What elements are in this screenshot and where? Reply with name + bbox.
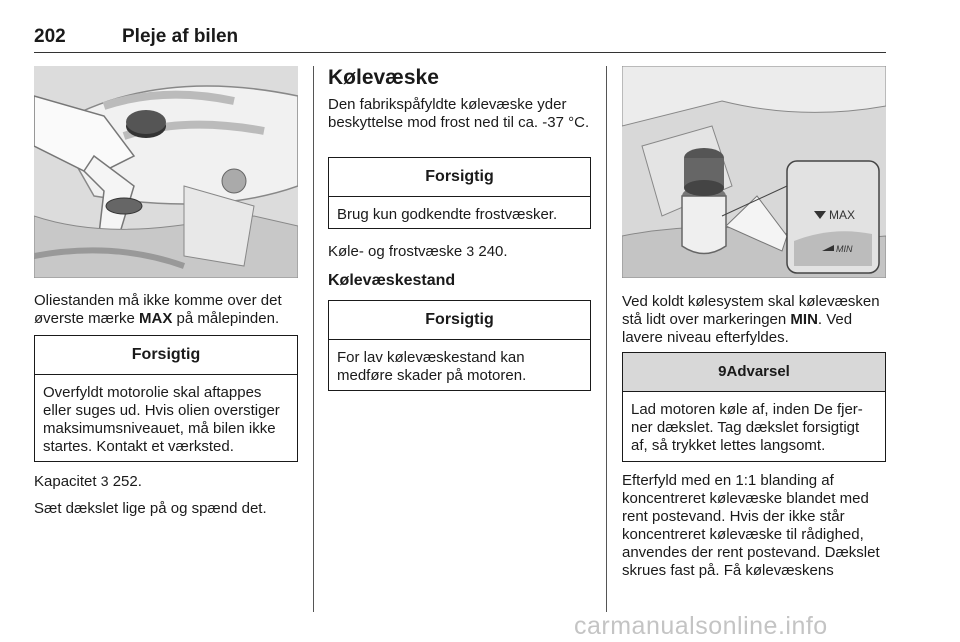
caution-body: Overfyldt motorolie skal aftappes eller suges ud. Hvis olien overstiger maksimumsniveauet, må bilen ikke startes. Kontakt et værksted. [43,384,280,455]
max-label: MAX [829,208,856,222]
column-divider [313,66,314,612]
min-label: MIN [836,244,853,254]
caution-box-coolant-level [328,300,591,391]
caution-title: Forsigtig [329,301,590,340]
warning-body: Lad motoren køle af, inden De fjerner dækslet. Tag dækslet forsigtigt af, så trykket lettes langsomt. [631,401,863,454]
subheading-coolant-level: Kølevæskestand [328,272,456,289]
coolant-page-link: 240. [478,243,508,260]
warning-title: Advarsel [726,363,790,380]
caution-body: For lav kølevæskestand kan medføre skader på motoren. [337,349,527,384]
caution-box-oil [34,335,298,462]
coolant-intro: Den fabrikspåfyldte kølevæske yder beskyttelse mod frost ned til ca. -37 °C. [328,96,590,131]
warning-header [623,353,885,392]
column-divider [606,66,607,612]
caution-title: Forsigtig [329,158,590,197]
oil-level-text: Oliestanden må ikke komme over det øverste mærke MAX på målepinden. [34,292,282,327]
watermark: carmanualsonline.info [574,612,828,640]
caution-body: Brug kun godkendte frostvæsker. [337,206,558,223]
page-header [34,26,886,53]
xref-arrow-icon: 3 [466,243,475,259]
coolant-level-text: Ved koldt kølesystem skal kølevæsken stå lidt over markeringen MIN. Ved lavere niveau efterfyldes. [622,293,880,346]
cap-instruction: Sæt dækslet lige på og spænd det. [34,500,267,517]
coolant-reference: Køle- og frostvæske 3 240. [328,243,508,260]
max-mark: MAX [139,310,173,327]
chapter-title: Pleje af bilen [122,26,239,47]
min-mark: MIN [790,311,818,328]
xref-arrow-icon: 3 [100,473,109,489]
page-number: 202 [34,26,66,47]
caution-box-antifreeze [328,157,591,229]
caution-title: Forsigtig [35,336,297,375]
coolant-refill-text: Efterfyld med en 1:1 blanding af koncentreret kølevæske blandet med rent postevand. Hvis der ikke står koncentreret kølevæske til rådighed, anvendes der rent postevand. Dækslet skrues fast på. Få kølevæskens [622,472,880,579]
coolant-reservoir-illustration [622,66,886,278]
oil-filling-illustration [34,66,298,278]
warning-triangle-icon: 9 [718,363,727,380]
capacity-text: Kapacitet 3 252. [34,473,142,490]
section-heading-coolant: Kølevæske [328,66,439,89]
capacity-page-link: 252. [112,473,142,490]
warning-box-pressure [622,352,886,462]
